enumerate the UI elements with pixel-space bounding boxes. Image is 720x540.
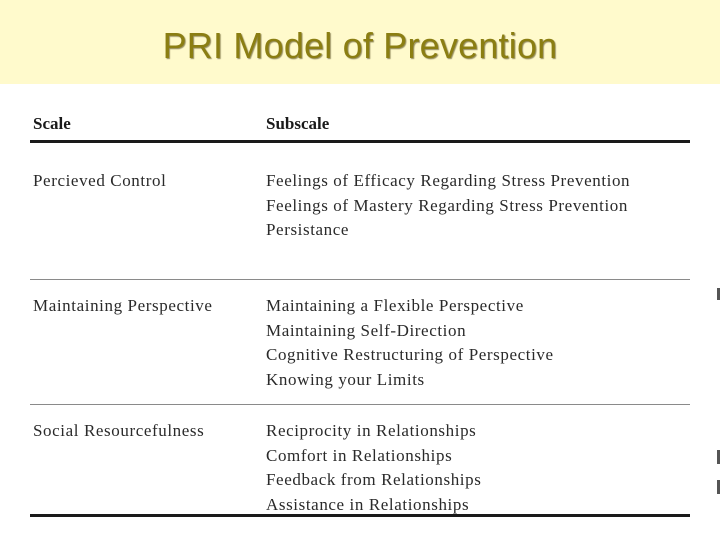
slide-title: PRI Model of Prevention — [162, 25, 558, 66]
table-row-social-resourcefulness — [30, 419, 690, 529]
table-bottom-rule — [30, 514, 690, 517]
table-header — [30, 104, 690, 143]
subscale-item: Maintaining Self-Direction — [266, 320, 467, 340]
table-row-maintaining-perspective — [30, 294, 690, 405]
subscale-item: Feelings of Mastery Regarding Stress Prevention — [266, 195, 629, 215]
subscale-item: Reciprocity in Relationships — [266, 421, 477, 440]
subscale-item: Cognitive Restructuring of Perspective — [266, 345, 554, 365]
subscale-cell — [266, 169, 630, 243]
subscale-item: Persistance — [266, 220, 350, 240]
subscale-item: Maintaining a Flexible Perspective — [266, 296, 524, 315]
scale-cell: Social Resourcefulness — [33, 421, 205, 440]
table-row-perceived-control — [30, 169, 690, 280]
subscale-cell — [266, 294, 554, 392]
header-scale: Scale — [33, 114, 71, 133]
subscale-item: Knowing your Limits — [266, 369, 425, 389]
pri-model-table — [30, 104, 690, 529]
subscale-cell — [266, 419, 481, 517]
scale-cell: Percieved Control — [33, 171, 167, 190]
subscale-item: Feelings of Efficacy Regarding Stress Prevention — [266, 171, 631, 190]
subscale-item: Comfort in Relationships — [266, 445, 453, 465]
scale-cell: Maintaining Perspective — [33, 296, 213, 315]
header-subscale: Subscale — [266, 114, 330, 133]
subscale-item: Feedback from Relationships — [266, 470, 482, 490]
title-band — [0, 0, 720, 84]
subscale-item: Assistance in Relationships — [266, 494, 470, 514]
